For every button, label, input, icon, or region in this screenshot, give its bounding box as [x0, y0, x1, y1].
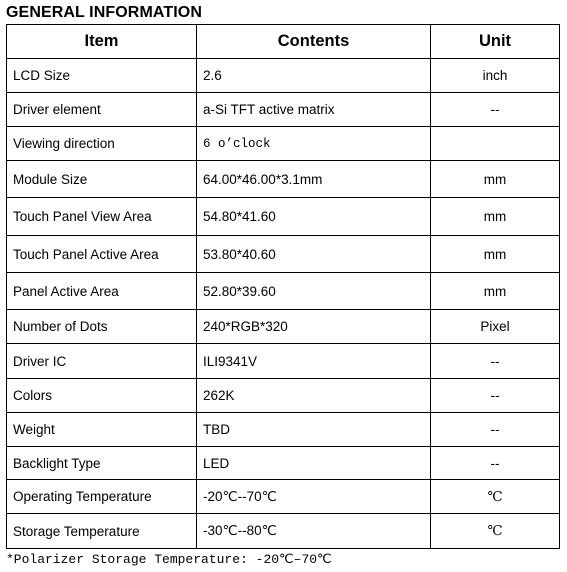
table-row-backlight-type [7, 447, 560, 480]
row-item: Panel Active Area [7, 273, 197, 310]
row-item: Viewing direction [7, 127, 197, 161]
row-unit: ℃ [431, 514, 560, 549]
row-item: Storage Temperature [7, 514, 197, 549]
row-unit: mm [431, 161, 560, 198]
row-contents: 240*RGB*320 [197, 310, 431, 344]
row-contents: 64.00*46.00*3.1mm [197, 161, 431, 198]
row-unit: ℃ [431, 480, 560, 514]
table-row-viewing-direction [7, 127, 560, 161]
row-contents: TBD [197, 413, 431, 447]
row-unit: -- [431, 379, 560, 413]
row-contents: 2.6 [197, 59, 431, 93]
row-item: LCD Size [7, 59, 197, 93]
row-contents: ILI9341V [197, 344, 431, 379]
row-contents: LED [197, 447, 431, 480]
row-unit: -- [431, 447, 560, 480]
row-unit [431, 127, 560, 161]
table-row-touch-panel-active-area [7, 236, 560, 273]
table-row-lcd-size [7, 59, 560, 93]
row-item: Backlight Type [7, 447, 197, 480]
row-contents: -30℃--80℃ [197, 514, 431, 549]
row-item: Touch Panel View Area [7, 198, 197, 236]
row-item: Touch Panel Active Area [7, 236, 197, 273]
row-item: Number of Dots [7, 310, 197, 344]
row-item: Module Size [7, 161, 197, 198]
row-item: Driver IC [7, 344, 197, 379]
table-row-driver-ic [7, 344, 560, 379]
row-unit: -- [431, 93, 560, 127]
row-contents: 52.80*39.60 [197, 273, 431, 310]
row-unit: inch [431, 59, 560, 93]
table-row-number-of-dots [7, 310, 560, 344]
table-row-module-size [7, 161, 560, 198]
row-contents: 262K [197, 379, 431, 413]
row-contents: 53.80*40.60 [197, 236, 431, 273]
table-header-row [7, 25, 560, 59]
document-title: GENERAL INFORMATION [6, 4, 202, 21]
table-row-colors [7, 379, 560, 413]
general-information-table [6, 24, 560, 549]
row-item: Colors [7, 379, 197, 413]
row-unit: mm [431, 198, 560, 236]
footnote: *Polarizer Storage Temperature: -20℃–70℃ [6, 552, 332, 567]
row-item: Weight [7, 413, 197, 447]
table-row-touch-panel-view-area [7, 198, 560, 236]
row-contents: a-Si TFT active matrix [197, 93, 431, 127]
row-unit: mm [431, 273, 560, 310]
row-contents: 6 o’clock [197, 127, 431, 161]
header-item: Item [7, 25, 197, 59]
header-unit: Unit [431, 25, 560, 59]
row-unit: mm [431, 236, 560, 273]
table-row-panel-active-area [7, 273, 560, 310]
row-unit: -- [431, 344, 560, 379]
table-row-weight [7, 413, 560, 447]
table-row-storage-temperature [7, 514, 560, 549]
row-item: Driver element [7, 93, 197, 127]
table-row-driver-element [7, 93, 560, 127]
row-item: Operating Temperature [7, 480, 197, 514]
header-contents: Contents [197, 25, 431, 59]
row-unit: Pixel [431, 310, 560, 344]
row-contents: -20℃--70℃ [197, 480, 431, 514]
row-contents: 54.80*41.60 [197, 198, 431, 236]
row-unit: -- [431, 413, 560, 447]
table-row-operating-temperature [7, 480, 560, 514]
